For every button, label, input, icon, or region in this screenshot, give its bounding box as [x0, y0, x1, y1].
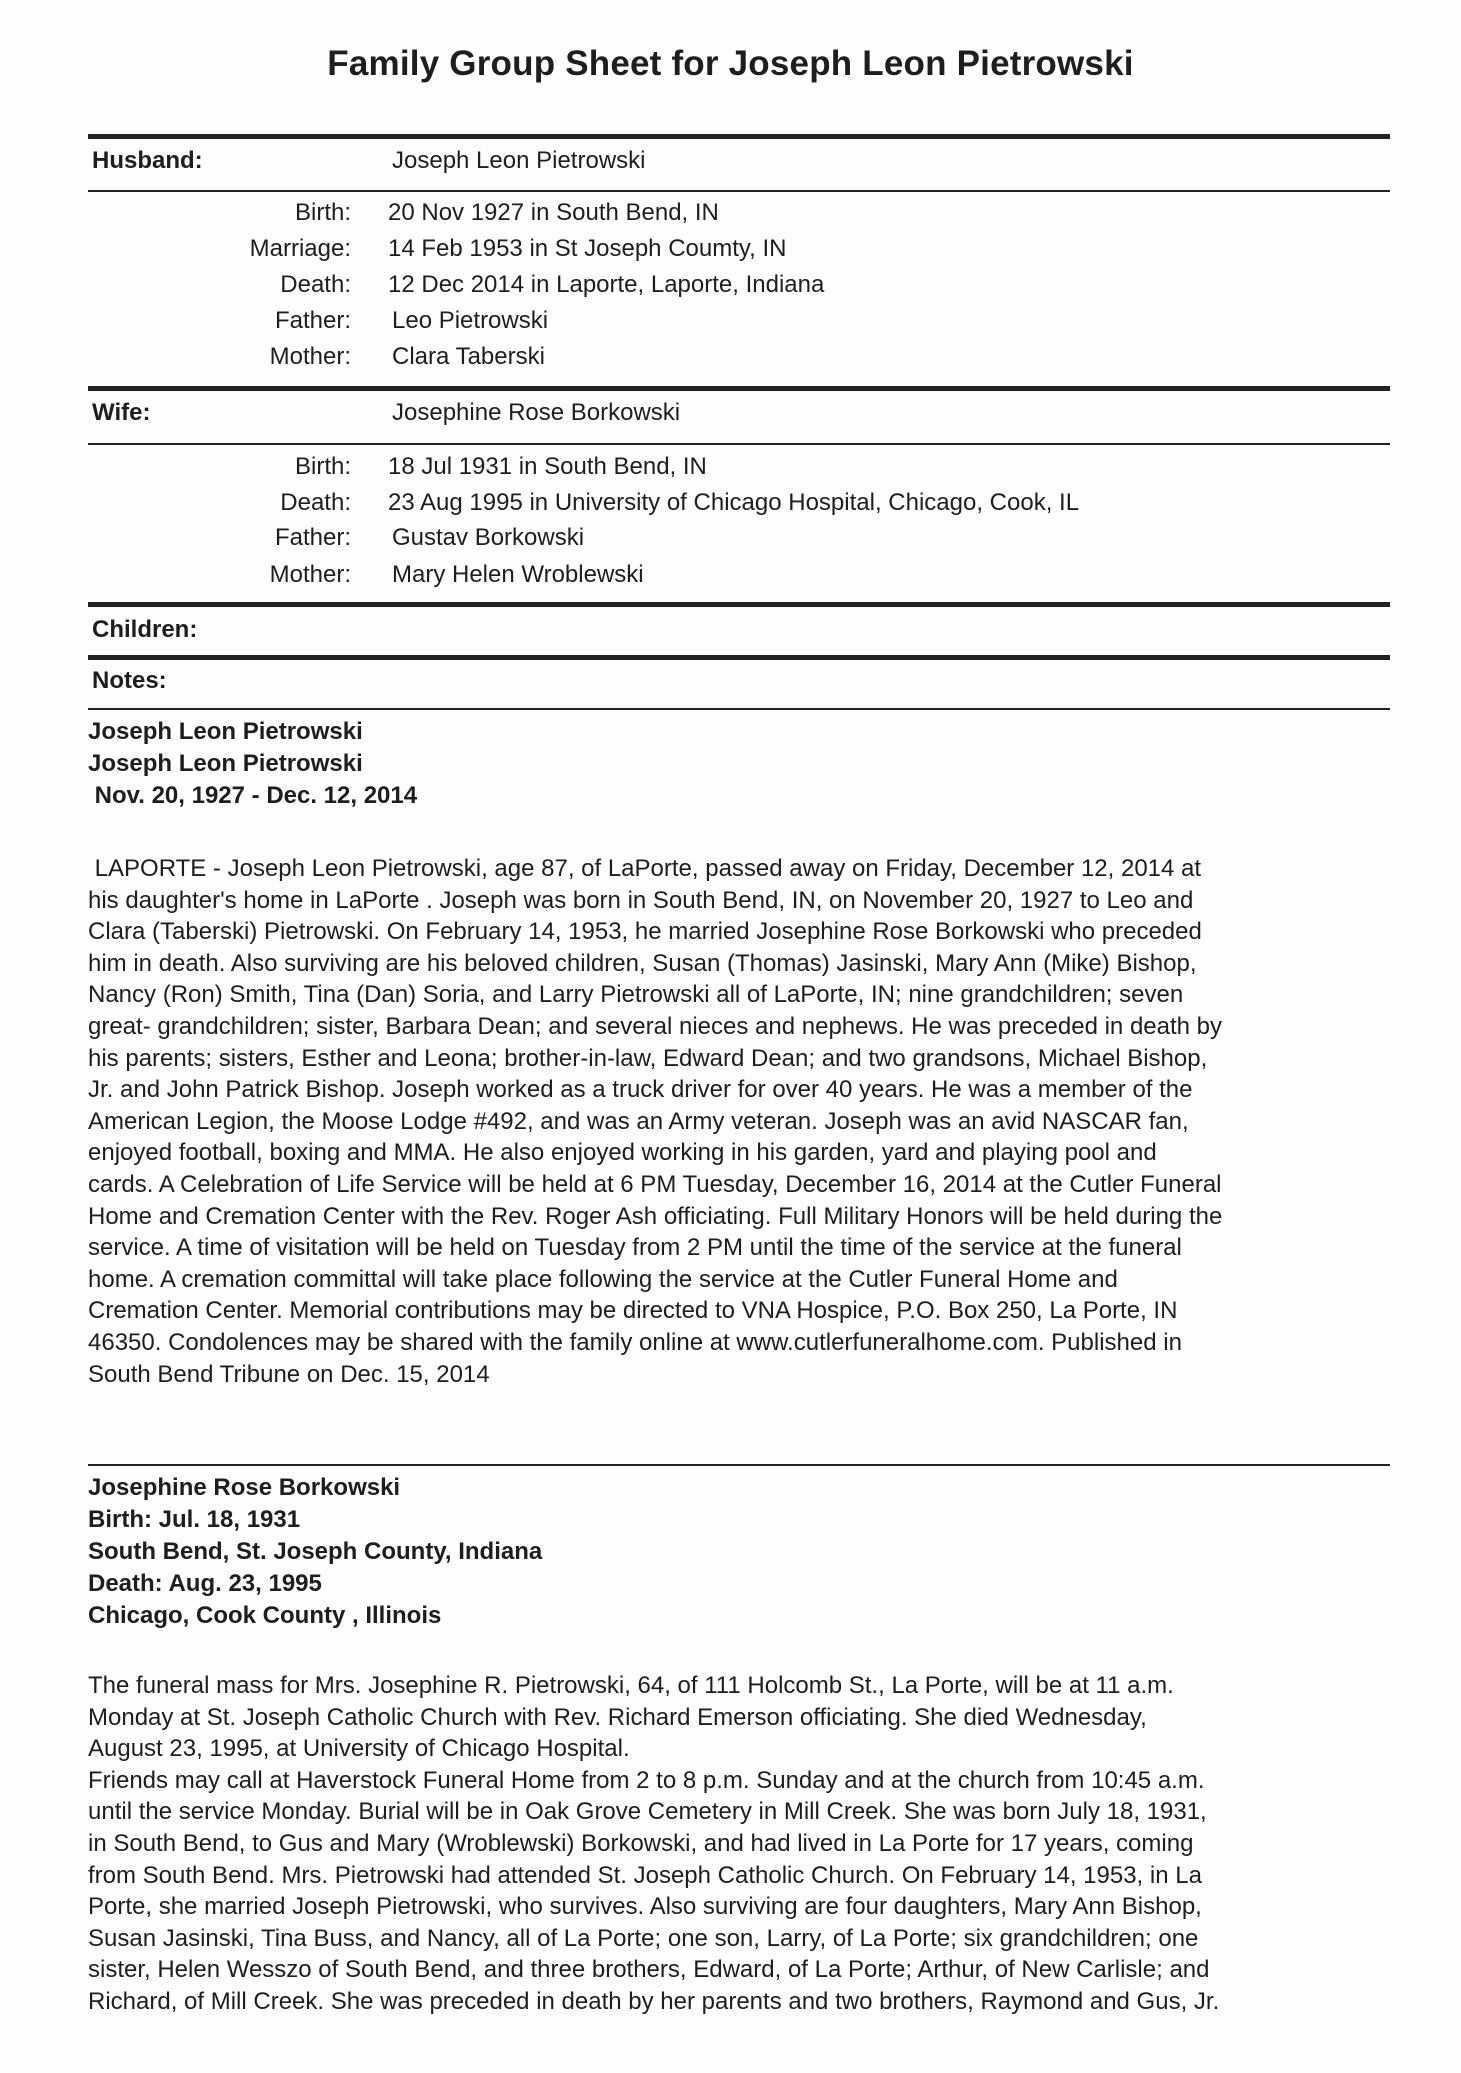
note-heading-line: Chicago, Cook County , Illinois — [88, 1602, 442, 1629]
fact-value: 23 Aug 1995 in University of Chicago Hospital, Chicago, Cook, IL — [388, 489, 1080, 516]
text-line: enjoyed football, boxing and MMA. He also enjoyed working in his garden, yard and playing pool and — [88, 1139, 1157, 1167]
fact-value: 14 Feb 1953 in St Joseph Coumty, IN — [388, 235, 787, 262]
divider — [88, 443, 1390, 445]
text-line: Nancy (Ron) Smith, Tina (Dan) Soria, and Larry Pietrowski all of LaPorte, IN; nine grandchildren; seven — [88, 981, 1184, 1009]
divider — [88, 602, 1390, 607]
text-line: from South Bend. Mrs. Pietrowski had attended St. Joseph Catholic Church. On February 14, 1953, in La — [88, 1861, 1202, 1889]
note-heading — [88, 1472, 542, 1632]
text-line: service. A time of visitation will be held on Tuesday from 2 PM until the time of the service at the funeral — [88, 1234, 1182, 1262]
text-line: sister, Helen Wesszo of South Bend, and three brothers, Edward, of La Porte; Arthur, of New Carlisle; and — [88, 1956, 1210, 1984]
children-label: Children: — [92, 616, 198, 643]
text-line: 46350. Condolences may be shared with the family online at www.cutlerfuneralhome.com. Published in — [88, 1328, 1182, 1356]
note-heading-line: Birth: Jul. 18, 1931 — [88, 1506, 301, 1533]
wife-label: Wife: — [92, 399, 151, 426]
text-line: Susan Jasinski, Tina Buss, and Nancy, all of La Porte; one son, Larry, of La Porte; six grandchildren; one — [88, 1924, 1199, 1952]
text-line: American Legion, the Moose Lodge #492, and was an Army veteran. Joseph was an avid NASCAR fan, — [88, 1107, 1189, 1135]
fact-value: Gustav Borkowski — [392, 524, 585, 551]
text-line: him in death. Also surviving are his beloved children, Susan (Thomas) Jasinski, Mary Ann (Mike) Bishop, — [88, 949, 1197, 977]
divider — [88, 708, 1390, 710]
note-heading-line: Joseph Leon Pietrowski — [88, 750, 363, 777]
text-line: Clara (Taberski) Pietrowski. On February 14, 1953, he married Josephine Rose Borkowski who preceded — [88, 918, 1202, 946]
text-line: his parents; sisters, Esther and Leona; brother-in-law, Edward Dean; and two grandsons, Michael Bishop, — [88, 1044, 1208, 1072]
fact-value: Clara Taberski — [392, 343, 545, 370]
notes-label: Notes: — [92, 667, 167, 694]
text-line: Porte, she married Joseph Pietrowski, who survives. Also surviving are four daughters, Mary Ann Bishop, — [88, 1893, 1202, 1921]
page-title: Family Group Sheet for Joseph Leon Pietrowski — [327, 44, 1134, 83]
note-heading-line: Death: Aug. 23, 1995 — [88, 1570, 322, 1597]
text-line: South Bend Tribune on Dec. 15, 2014 — [88, 1360, 490, 1388]
text-line: Home and Cremation Center with the Rev. Roger Ash officiating. Full Military Honors will be held during the — [88, 1202, 1223, 1230]
wife-name: Josephine Rose Borkowski — [392, 399, 681, 426]
divider — [88, 1464, 1390, 1466]
text-line: great- grandchildren; sister, Barbara Dean; and several nieces and nephews. He was preceded in death by — [88, 1012, 1223, 1040]
obituary-josephine — [88, 1670, 1400, 2018]
note-heading-line: Joseph Leon Pietrowski — [88, 718, 363, 745]
husband-label: Husband: — [92, 147, 203, 174]
text-line: until the service Monday. Burial will be in Oak Grove Cemetery in Mill Creek. She was born July 18, 1931, — [88, 1798, 1207, 1826]
divider — [88, 190, 1390, 192]
text-line: cards. A Celebration of Life Service will be held at 6 PM Tuesday, December 16, 2014 at the Cutler Funeral — [88, 1170, 1222, 1198]
fact-value: 18 Jul 1931 in South Bend, IN — [388, 453, 707, 480]
fact-label: Death: — [280, 271, 351, 298]
text-line: Richard, of Mill Creek. She was preceded in death by her parents and two brothers, Raymond and Gus, Jr. — [88, 1987, 1220, 2015]
text-line: LAPORTE - Joseph Leon Pietrowski, age 87, of LaPorte, passed away on Friday, December 12, 2014 at — [88, 855, 1202, 882]
fact-value: Mary Helen Wroblewski — [392, 561, 644, 588]
text-line: The funeral mass for Mrs. Josephine R. Pietrowski, 64, of 111 Holcomb St., La Porte, will be at 11 a.m. — [88, 1672, 1174, 1699]
divider — [88, 134, 1390, 139]
fact-value: 12 Dec 2014 in Laporte, Laporte, Indiana — [388, 271, 825, 298]
fact-label: Father: — [274, 524, 351, 551]
fact-label: Mother: — [269, 561, 351, 588]
text-line: his daughter's home in LaPorte . Joseph was born in South Bend, IN, on November 20, 1927 to Leo and — [88, 886, 1194, 914]
text-line: Friends may call at Haverstock Funeral Home from 2 to 8 p.m. Sunday and at the church from 10:45 a.m. — [88, 1766, 1205, 1794]
note-heading — [88, 716, 417, 812]
fact-value: Leo Pietrowski — [392, 307, 549, 334]
text-line: Monday at St. Joseph Catholic Church with Rev. Richard Emerson officiating. She died Wednesday, — [88, 1703, 1147, 1731]
note-heading-line: Nov. 20, 1927 - Dec. 12, 2014 — [88, 782, 418, 809]
fact-label: Marriage: — [249, 235, 351, 262]
text-line: Cremation Center. Memorial contributions may be directed to VNA Hospice, P.O. Box 250, La Porte, IN — [88, 1297, 1178, 1325]
fact-label: Mother: — [269, 343, 351, 370]
note-heading-line: South Bend, St. Joseph County, Indiana — [88, 1538, 543, 1565]
obituary-joseph — [88, 853, 1400, 1390]
fact-label: Death: — [280, 489, 351, 516]
text-line: August 23, 1995, at University of Chicago Hospital. — [88, 1735, 630, 1763]
divider — [88, 386, 1390, 391]
husband-name: Joseph Leon Pietrowski — [392, 147, 646, 174]
text-line: Jr. and John Patrick Bishop. Joseph worked as a truck driver for over 40 years. He was a member of the — [88, 1076, 1193, 1104]
fact-value: 20 Nov 1927 in South Bend, IN — [388, 199, 719, 226]
fact-label: Father: — [274, 307, 351, 334]
text-line: home. A cremation committal will take place following the service at the Cutler Funeral Home and — [88, 1265, 1118, 1293]
fact-label: Birth: — [294, 453, 351, 480]
text-line: in South Bend, to Gus and Mary (Wroblewski) Borkowski, and had lived in La Porte for 17 years, coming — [88, 1829, 1194, 1857]
fact-label: Birth: — [294, 199, 351, 226]
divider — [88, 655, 1390, 660]
note-heading-line: Josephine Rose Borkowski — [88, 1474, 401, 1501]
